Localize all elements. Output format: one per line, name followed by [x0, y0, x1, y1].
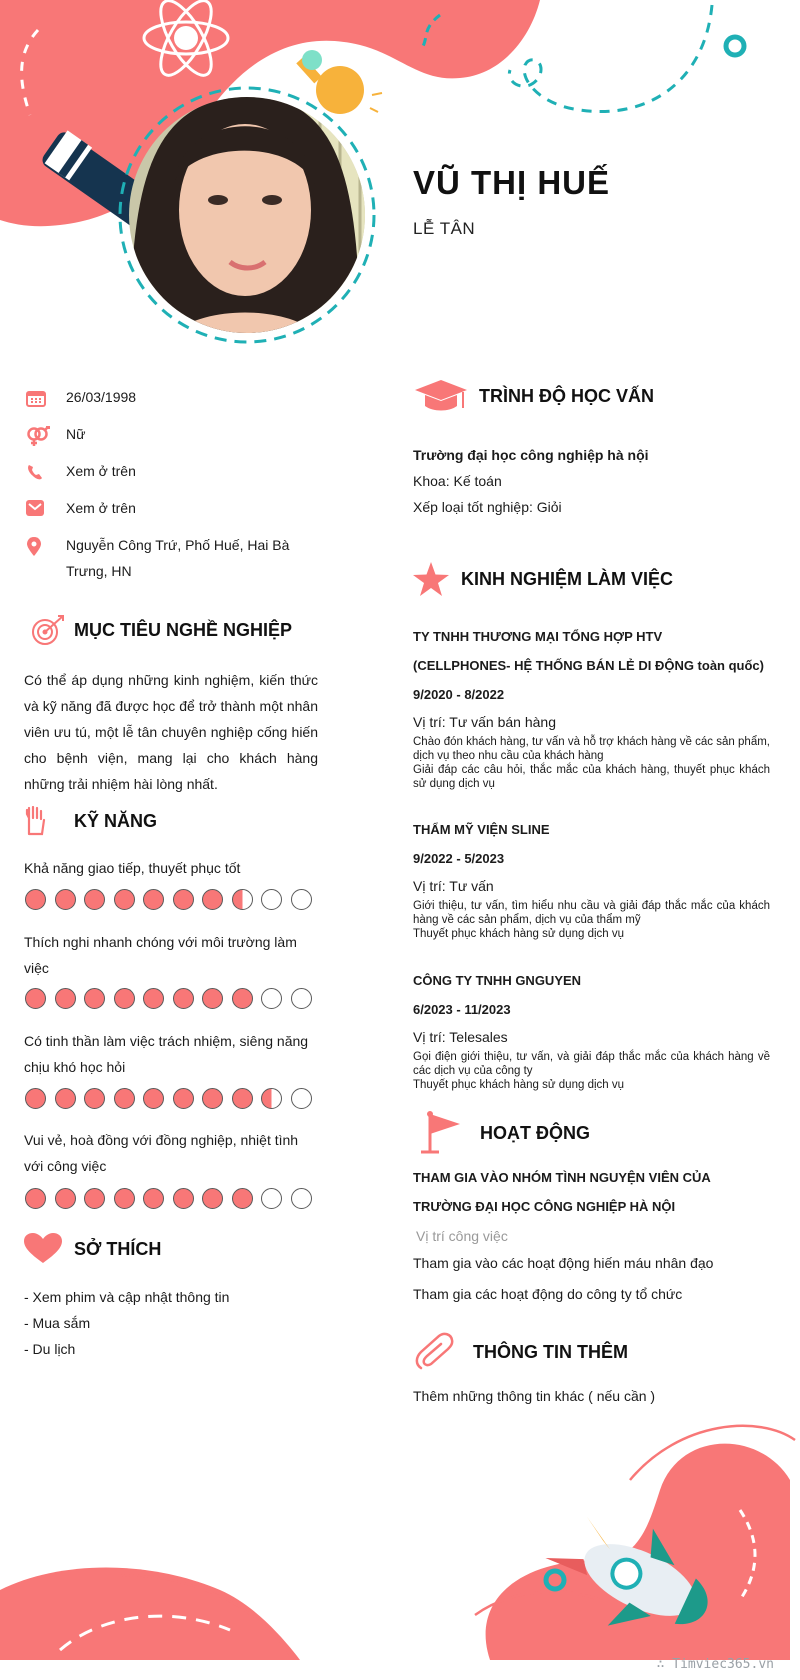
job-period: 9/2020 - 8/2022 — [413, 687, 505, 702]
job-company: TY TNHH THƯƠNG MẠI TỔNG HỢP HTV — [413, 629, 663, 644]
extra-text: Thêm những thông tin khác ( nếu cần ) — [413, 1388, 656, 1404]
skill-rating — [25, 988, 312, 1009]
skill-rating-dot — [202, 889, 223, 910]
hobby-item: - Xem phim và cập nhật thông tin — [24, 1289, 230, 1305]
activity-item: Tham gia các hoạt động do công ty tổ chức — [413, 1286, 683, 1302]
extra-heading: THÔNG TIN THÊM — [413, 1332, 628, 1372]
hobby-item: - Du lịch — [24, 1341, 76, 1357]
skill-rating-dot — [291, 889, 312, 910]
skill-rating-dot — [25, 1188, 46, 1209]
info-address: Nguyễn Công Trứ, Phố Huế, Hai Bà Trưng, HN — [26, 532, 326, 584]
skill-rating-dot — [291, 988, 312, 1009]
skill-label: Vui vẻ, hoà đồng với đồng nghiệp, nhiệt tình với công việc — [24, 1132, 299, 1174]
activity-org: TRƯỜNG ĐẠI HỌC CÔNG NGHIỆP HÀ NỘI — [413, 1199, 676, 1214]
heart-icon — [24, 1233, 74, 1265]
skill-rating-dot — [114, 988, 135, 1009]
hobby-item: - Mua sắm — [24, 1315, 91, 1331]
education-faculty: Khoa: Kế toán — [413, 473, 502, 489]
skill-rating-dot — [261, 1188, 282, 1209]
skill-rating-dot — [114, 889, 135, 910]
skill-rating-dot — [143, 1188, 164, 1209]
info-birthdate: 26/03/1998 — [26, 384, 326, 410]
skill-rating-dot — [25, 988, 46, 1009]
job-company-detail: (CELLPHONES- HỆ THỐNG BÁN LẺ DI ĐỘNG toàn quốc) — [413, 658, 764, 673]
skill-rating-dot — [55, 988, 76, 1009]
skill-label: Khả năng giao tiếp, thuyết phục tốt — [24, 860, 241, 876]
skill-rating-dot — [55, 1088, 76, 1109]
skill-rating-dot — [261, 1088, 282, 1109]
skill-rating-dot — [143, 889, 164, 910]
skill-rating-dot — [173, 1188, 194, 1209]
hobbies-list — [24, 1284, 229, 1362]
job-desc: Gọi điện giới thiệu, tư vấn, và giải đáp thắc mắc của khách hàng về các dịch vụ của công ty — [413, 1051, 770, 1077]
job-3 — [413, 969, 770, 1092]
skills-heading: KỸ NĂNG — [24, 806, 157, 836]
job-2 — [413, 818, 770, 941]
atom-core — [174, 26, 198, 50]
skill-rating-dot — [232, 988, 253, 1009]
hobbies-heading: SỞ THÍCH — [24, 1233, 161, 1265]
gender-icon — [26, 421, 66, 446]
mail-icon — [26, 495, 66, 516]
skill-rating-dot — [143, 988, 164, 1009]
info-email: Xem ở trên — [26, 495, 326, 521]
objective-text: Có thể áp dụng những kinh nghiệm, kiến thức và kỹ năng đã được học để trở thành một nhân viên ưu tú, một lễ tân chuyên nghiệp cống hiến cho bệnh viện, mang lại cho khách hàng những trải nhiệm hài lòng nhất. — [24, 672, 318, 792]
education-details — [413, 442, 649, 520]
education-school: Trường đại học công nghiệp hà nội — [413, 447, 649, 463]
education-heading: TRÌNH ĐỘ HỌC VẤN — [413, 378, 654, 414]
job-company: CÔNG TY TNHH GNGUYEN — [413, 973, 582, 988]
job-company: THẨM MỸ VIỆN SLINE — [413, 822, 550, 837]
job-desc: Chào đón khách hàng, tư vấn và hỗ trợ khách hàng về các sản phẩm, dịch vụ theo nhu cầu của khách hàng — [413, 736, 770, 762]
skill-rating-dot — [114, 1088, 135, 1109]
graduation-cap-icon — [413, 378, 479, 414]
skill-rating-dot — [202, 1188, 223, 1209]
skill-rating — [25, 1188, 312, 1209]
candidate-role: LỄ TÂN — [413, 219, 476, 238]
skill-rating-dot — [202, 1088, 223, 1109]
bottom-left-blob — [0, 1568, 300, 1661]
flag-icon — [413, 1110, 480, 1156]
skill-rating-dot — [55, 1188, 76, 1209]
activities-heading: HOẠT ĐỘNG — [413, 1110, 590, 1156]
skill-rating-dot — [84, 1088, 105, 1109]
skill-rating-dot — [114, 1188, 135, 1209]
paperclip-icon — [413, 1332, 473, 1372]
phone-icon — [26, 458, 66, 481]
skill-rating-dot — [84, 889, 105, 910]
skill-rating — [25, 889, 312, 910]
skill-rating-dot — [232, 889, 253, 910]
skill-rating-dot — [84, 988, 105, 1009]
skill-rating-dot — [84, 1188, 105, 1209]
candidate-name: VŨ THỊ HUẾ — [413, 164, 611, 201]
watermark: ∴ Timviec365.vn — [656, 1657, 774, 1672]
skill-rating-dot — [261, 988, 282, 1009]
experience-heading: KINH NGHIỆM LÀM VIỆC — [413, 562, 673, 596]
skill-rating-dot — [55, 889, 76, 910]
job-1 — [413, 625, 770, 791]
job-desc: Thuyết phục khách hàng sử dụng dịch vụ — [413, 1079, 625, 1091]
job-desc: Giải đáp các câu hỏi, thắc mắc của khách hàng, thuyết phục khách sử dụng dịch vụ — [413, 764, 770, 790]
location-icon — [26, 532, 66, 557]
teal-dashed-curve — [509, 5, 712, 112]
job-desc: Thuyết phục khách hàng sử dụng dịch vụ — [413, 928, 625, 940]
activity-position: Vị trí công việc — [416, 1228, 508, 1244]
skill-rating-dot — [291, 1088, 312, 1109]
job-position: Vị trí: Telesales — [413, 1029, 508, 1045]
job-desc: Giới thiệu, tư vấn, tìm hiểu nhu cầu và giải đáp thắc mắc của khách hàng về các sản phẩm, dịch vụ của thẩm mỹ — [413, 900, 770, 926]
skill-rating-dot — [25, 1088, 46, 1109]
info-phone: Xem ở trên — [26, 458, 326, 484]
calendar-icon — [26, 384, 66, 407]
star-icon — [413, 562, 461, 596]
job-period: 6/2023 - 11/2023 — [413, 1002, 511, 1017]
job-period: 9/2022 - 5/2023 — [413, 851, 505, 866]
skill-rating-dot — [202, 988, 223, 1009]
skill-rating-dot — [143, 1088, 164, 1109]
skill-rating-dot — [173, 1088, 194, 1109]
activities-details — [413, 1166, 770, 1305]
target-icon — [24, 614, 74, 646]
job-position: Vị trí: Tư vấn — [413, 878, 494, 894]
hand-icon — [24, 806, 74, 836]
activity-org: THAM GIA VÀO NHÓM TÌNH NGUYỆN VIÊN CỦA — [413, 1170, 711, 1185]
skill-rating-dot — [232, 1188, 253, 1209]
teal-ring — [726, 37, 744, 55]
skill-rating-dot — [261, 889, 282, 910]
skill-rating-dot — [173, 889, 194, 910]
objective-heading: MỤC TIÊU NGHỀ NGHIỆP — [24, 614, 292, 646]
education-grade: Xếp loại tốt nghiệp: Giỏi — [413, 499, 562, 515]
activity-item: Tham gia vào các hoạt động hiến máu nhân đạo — [413, 1255, 714, 1271]
skill-label: Thích nghi nhanh chóng với môi trường làm việc — [24, 934, 297, 976]
info-gender: Nữ — [26, 421, 326, 447]
skill-rating-dot — [173, 988, 194, 1009]
job-position: Vị trí: Tư vấn bán hàng — [413, 714, 556, 730]
skill-rating-dot — [25, 889, 46, 910]
skill-rating — [25, 1088, 312, 1109]
skill-label: Có tinh thần làm việc trách nhiệm, siêng năng chịu khó học hỏi — [24, 1033, 309, 1075]
skill-rating-dot — [291, 1188, 312, 1209]
skill-rating-dot — [232, 1088, 253, 1109]
